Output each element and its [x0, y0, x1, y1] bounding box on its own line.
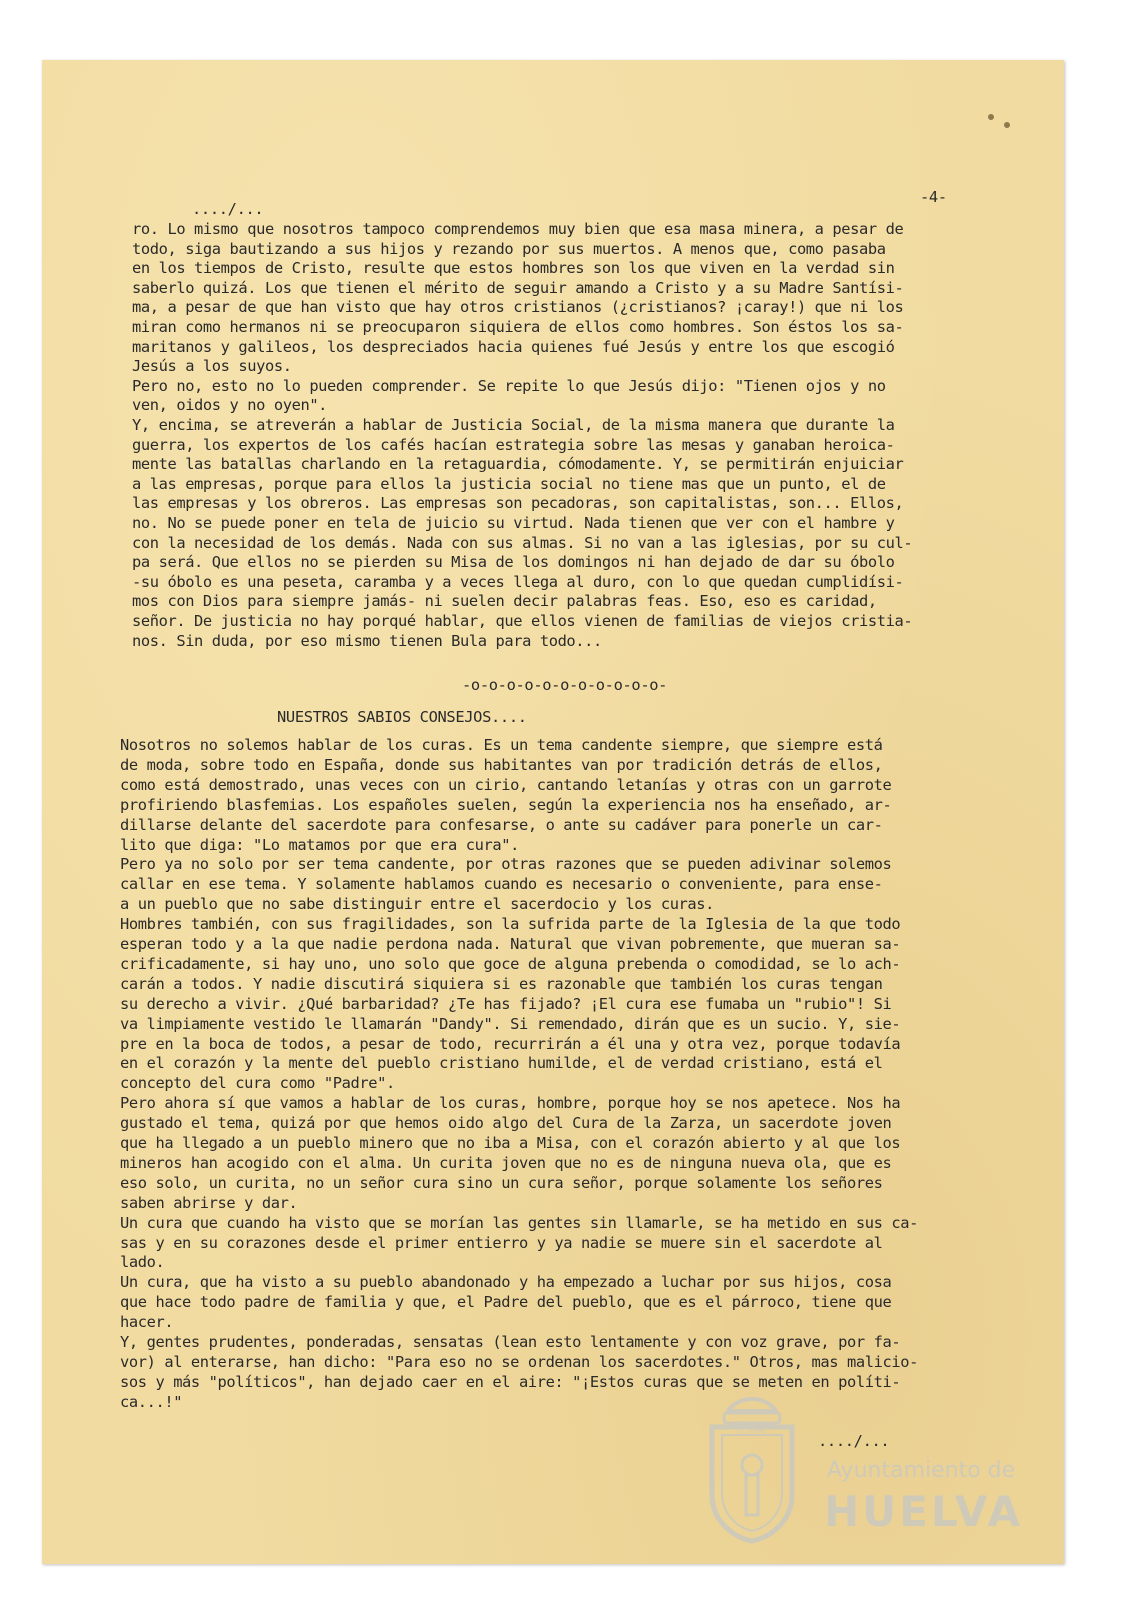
text-line: ven, oidos y no oyen". [132, 396, 328, 415]
text-line: Y, gentes prudentes, ponderadas, sensatas (lean esto lentamente y con voz grave, por fa- [120, 1333, 901, 1351]
text-line: mente las batallas charlando en la retaguardia, cómodamente. Y, se permitirán enjuiciar [132, 455, 904, 474]
text-line: maritanos y galileos, los despreciados hacia quienes fué Jesús y entre los que escogió [132, 337, 895, 356]
text-line: -su óbolo es una peseta, caramba y a veces llega al duro, con lo que quedan cumplidísi- [132, 572, 904, 591]
text-line: sas y en su corazones desde el primer entierro y ya nadie se muere sin el sacerdote al [120, 1233, 883, 1252]
text-line: saben abrirse y dar. [120, 1193, 298, 1212]
section-heading: NUESTROS SABIOS CONSEJOS.... [277, 708, 527, 726]
text-line: las empresas y los obreros. Las empresas son pecadoras, son capitalistas, son... Ellos, [132, 494, 904, 513]
text-line: Pero ya no solo por ser tema candente, por otras razones que se pueden adivinar solemos [120, 855, 892, 874]
coat-of-arms-icon [702, 1395, 802, 1545]
text-line: ma, a pesar de que han visto que hay otros cristianos (¿cristianos? ¡caray!) que ni los [132, 298, 904, 317]
text-line: pre en la boca de todos, a pesar de todo, recurrirán a él una y otra vez, porque todavía [120, 1034, 901, 1053]
watermark-line-2: HUELVA [824, 1487, 1024, 1536]
text-line: nos. Sin duda, por eso mismo tienen Bula para todo... [132, 631, 602, 650]
text-line: miran como hermanos ni se preocuparon siquiera de ellos como hombres. Son éstos los sa- [132, 318, 904, 336]
text-line: de moda, sobre todo en España, donde sus habitantes van por tradición detrás de ellos, [120, 755, 883, 774]
text-line: Hombres también, con sus fragilidades, son la sufrida parte de la Iglesia de la que todo [120, 915, 901, 934]
text-line: hacer. [120, 1313, 174, 1332]
text-line: concepto del cura como "Padre". [120, 1074, 395, 1093]
text-line: eso solo, un curita, no un señor cura sino un cura señor, porque solamente los señores [120, 1173, 883, 1192]
text-line: con la necesidad de los demás. Nada con sus almas. Si no van a las iglesias, por su cul- [132, 533, 913, 552]
text-line: Pero ahora sí que vamos a hablar de los curas, hombre, porque hoy se nos apetece. Nos ha [120, 1094, 901, 1113]
section-separator: -o-o-o-o-o-o-o-o-o-o-o- [462, 676, 668, 694]
svg-text:ST TERRE: ST TERRE [737, 1428, 767, 1435]
text-line: callar en ese tema. Y solamente hablamos cuando es necesario o conveniente, para ense- [120, 875, 883, 894]
text-line: pa será. Que ellos no se pierden su Misa de los domingos ni han dejado de dar su óbolo [132, 553, 895, 572]
text-line: Y, encima, se atreverán a hablar de Justicia Social, de la misma manera que durante la [132, 416, 895, 434]
watermark-line-1: Ayuntamiento de [827, 1458, 1016, 1483]
text-line: Pero no, esto no lo pueden comprender. Se repite lo que Jesús dijo: "Tienen ojos y no [132, 376, 886, 395]
text-line: saberlo quizá. Los que tienen el mérito de seguir amando a Cristo y a su Madre Santísi- [132, 278, 904, 297]
text-line: esperan todo y a la que nadie perdona nada. Natural que vivan pobremente, que mueran sa- [120, 935, 901, 953]
text-line: como está demostrado, unas veces con un cirio, cantando letanías y otras con un garrote [120, 775, 892, 794]
text-line: ca...!" [120, 1392, 183, 1411]
page-number: -4- [920, 188, 947, 206]
text-line: va limpiamente vestido le llamarán "Dandy". Si remendado, dirán que es un sucio. Y, sie- [120, 1014, 901, 1033]
text-line: sos y más "políticos", han dejado caer en el aire: "¡Estos curas que se meten en políti- [120, 1372, 901, 1391]
text-line: en el corazón y la mente del pueblo cristiano humilde, el de verdad cristiano, está el [120, 1054, 883, 1073]
paper-spot [1004, 122, 1010, 128]
text-line: que ha llegado a un pueblo minero que no iba a Misa, con el corazón abierto y al que los [120, 1134, 901, 1152]
text-line: a un pueblo que no sabe distinguir entre el sacerdocio y los curas. [120, 895, 715, 914]
text-line: que hace todo padre de familia y que, el Padre del pueblo, que es el párroco, tiene que [120, 1293, 892, 1312]
text-line: guerra, los expertos de los cafés hacían estrategia sobre las mesas y ganaban heroica- [132, 435, 895, 454]
text-line: lado. [120, 1253, 165, 1272]
text-line: dillarse delante del sacerdote para confesarse, o ante su cadáver para ponerle un car- [120, 815, 883, 834]
text-line: mineros han acogido con el alma. Un curita joven que no es de ninguna nueva ola, que es [120, 1153, 892, 1172]
text-line: señor. De justicia no hay porqué hablar, que ellos vienen de familias de viejos cristia- [132, 612, 913, 630]
text-line: a las empresas, porque para ellos la justicia social no tiene mas que un punto, el de [132, 474, 886, 493]
text-line: Un cura que cuando ha visto que se morían las gentes sin llamarle, se ha metido en sus ca- [120, 1213, 918, 1232]
document-page [42, 60, 1064, 1564]
text-line: gustado el tema, quizá por que hemos oido algo del Cura de la Zarza, un sacerdote joven [120, 1114, 892, 1133]
text-line: todo, siga bautizando a sus hijos y rezando por sus muertos. A menos que, como pasaba [132, 239, 886, 258]
text-line: Nosotros no solemos hablar de los curas. Es un tema candente siempre, que siempre está [120, 736, 883, 754]
text-line: Un cura, que ha visto a su pueblo abandonado y ha empezado a luchar por sus hijos, cosa [120, 1273, 892, 1292]
text-line: en los tiempos de Cristo, resulte que estos hombres son los que viven en la verdad sin [132, 259, 895, 278]
text-line: lito que diga: "Lo matamos por que era cura". [120, 835, 519, 854]
text-line: ro. Lo mismo que nosotros tampoco comprendemos muy bien que esa masa minera, a pesar de [132, 220, 904, 238]
paper-spot [988, 114, 994, 120]
watermark [702, 1395, 1042, 1545]
text-line: carán a todos. Y nadie discutirá siquiera si es razonable que también los curas tengan [120, 974, 883, 993]
text-line: vor) al enterarse, han dicho: "Para eso no se ordenan los sacerdotes." Otros, mas malicio- [120, 1352, 918, 1371]
text-line: mos con Dios para siempre jamás- ni suelen decir palabras feas. Eso, eso es caridad, [132, 592, 877, 611]
text-line: no. No se puede poner en tela de juicio su virtud. Nada tienen que ver con el hambre y [132, 514, 895, 532]
continuation-marker-top: ..../... [192, 200, 264, 218]
continuation-marker-bottom: ..../... [818, 1432, 890, 1450]
text-line: crificadamente, si hay uno, uno solo que goce de alguna prebenda o comodidad, se lo ach- [120, 954, 901, 973]
text-line: profiriendo blasfemias. Los españoles suelen, según la experiencia nos ha enseñado, ar- [120, 795, 892, 814]
text-line: Jesús a los suyos. [132, 357, 292, 376]
text-line: su derecho a vivir. ¿Qué barbaridad? ¿Te has fijado? ¡El cura ese fumaba un "rubio"! Si [120, 994, 892, 1013]
